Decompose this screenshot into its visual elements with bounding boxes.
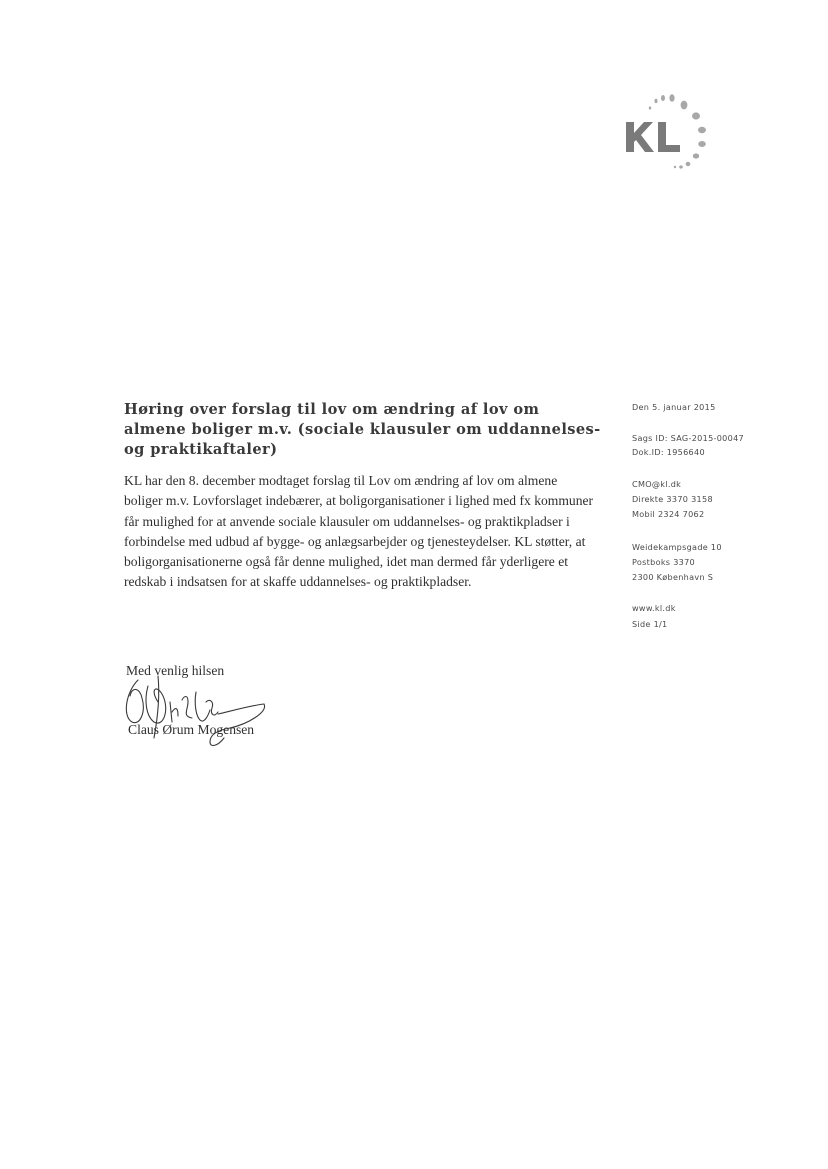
email: CMO@kl.dk [632, 479, 682, 489]
greeting: Med venlig hilsen [126, 663, 225, 678]
logo-letter-k [626, 122, 654, 152]
logo-dots-icon [649, 94, 706, 168]
dok-id: Dok.ID: 1956640 [632, 447, 705, 457]
phone-mobile: Mobil 2324 7062 [632, 509, 705, 519]
phone-direct: Direkte 3370 3158 [632, 494, 713, 504]
letter-body: KL har den 8. december modtaget forslag til Lov om ændring af lov om almene boliger m.v. Lovforslaget indebærer, at boligorganisationer i lighed med fx kommuner får mulighed for at anvende sociale klausuler om uddannelses- og praktikpladser i forbindelse med udbud af bygge- og anlægsarbejder og tjenesteydelser. KL støtter, at boligorganisationerne også får denne mulighed, idet man dermed får yderligere et redskab i indsatsen for at skaffe uddannelses- og praktikpladser. [124, 473, 594, 590]
letter-date: Den 5. januar 2015 [632, 402, 716, 412]
kl-logo [620, 92, 720, 176]
address-pobox: Postboks 3370 [632, 557, 695, 567]
address-street: Weidekampsgade 10 [632, 542, 722, 552]
signer-name: Claus Ørum Mogensen [128, 722, 255, 737]
letter-title: Høring over forslag til lov om ændring af lov om almene boliger m.v. (sociale klausuler om uddannelses- og praktikaftaler) [124, 401, 601, 458]
logo-letter-l [658, 122, 680, 152]
page-number: Side 1/1 [632, 619, 668, 629]
sags-id: Sags ID: SAG-2015-00047 [632, 433, 744, 443]
website: www.kl.dk [632, 603, 676, 613]
signature-icon [118, 672, 278, 752]
address-city: 2300 København S [632, 572, 714, 582]
